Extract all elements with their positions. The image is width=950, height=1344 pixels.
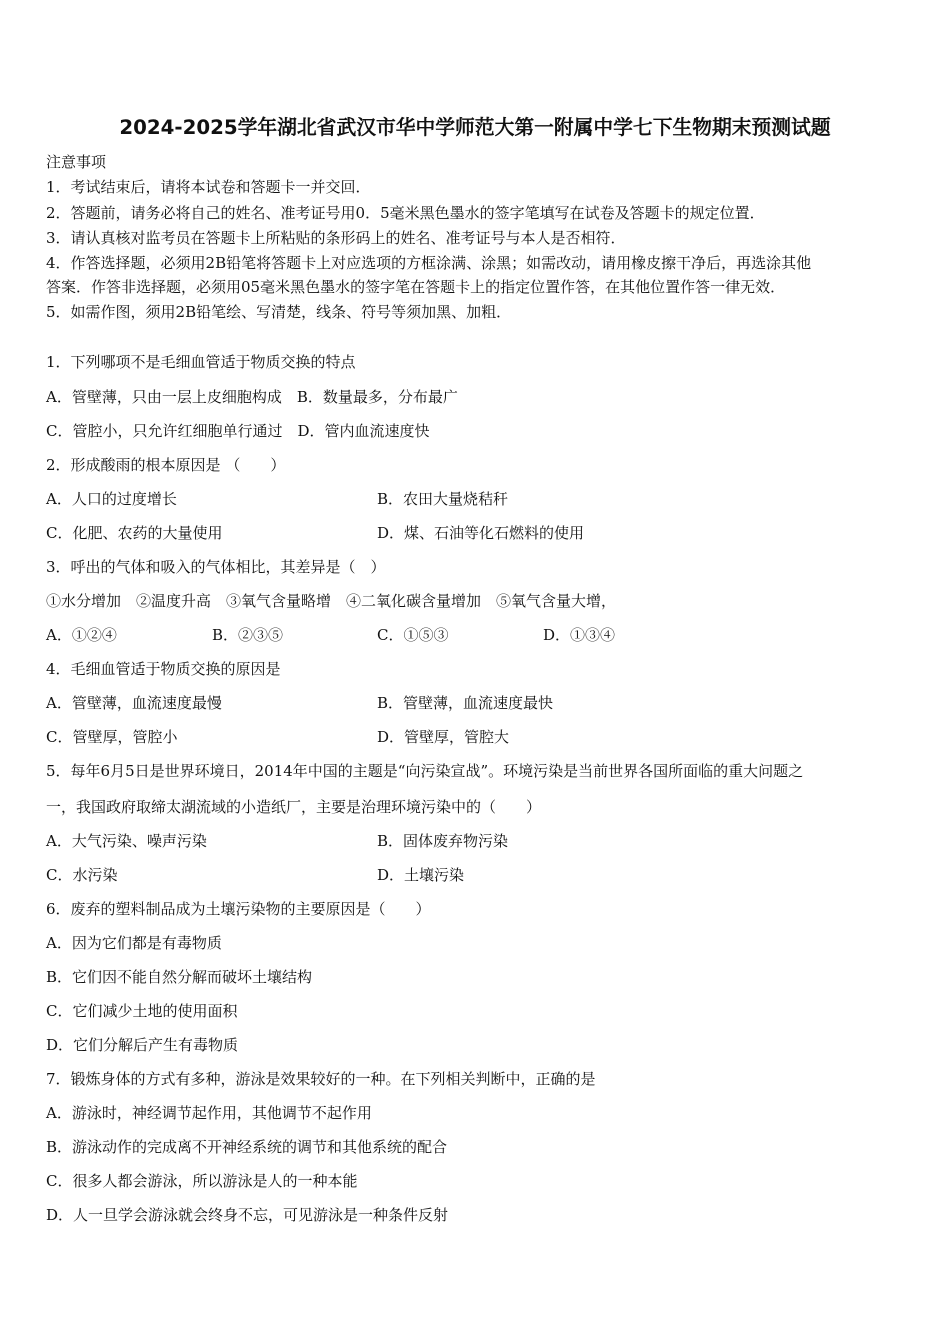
question-option: B．游泳动作的完成离不开神经系统的调节和其他系统的配合 (46, 1138, 448, 1156)
notice-item: 2．答题前，请务必将自己的姓名、准考证号用0．5毫米黑色墨水的签字笔填写在试卷及答题卡的规定位置． (46, 204, 765, 222)
question-option: B．它们因不能自然分解而破坏土壤结构 (46, 968, 313, 986)
question-option: A．管壁薄，只由一层上皮细胞构成 B．数量最多，分布最广 (46, 388, 458, 406)
question-stem: ①水分增加 ②温度升高 ③氧气含量略增 ④二氧化碳含量增加 ⑤氧气含量大增， (46, 592, 617, 610)
notice-item: 4．作答选择题，必须用2B铅笔将答题卡上对应选项的方框涂满、涂黑；如需改动，请用橡皮擦干净后，再选涂其他 (46, 254, 812, 272)
question-stem: 5．每年6月5日是世界环境日，2014年中国的主题是“向污染宣战”。环境污染是当前世界各国所面临的重大问题之 (46, 762, 804, 780)
question-option: D．煤、石油等化石燃料的使用 (377, 524, 585, 542)
question-option: C．它们减少土地的使用面积 (46, 1002, 238, 1020)
question-option: D．①③④ (543, 626, 616, 644)
question-option: A．因为它们都是有毒物质 (46, 934, 222, 952)
question-option: B．②③⑤ (212, 626, 284, 644)
question-option: A．①②④ (46, 626, 117, 644)
notice-item: 1．考试结束后，请将本试卷和答题卡一并交回． (46, 178, 371, 196)
question-option: B．管壁薄，血流速度最快 (377, 694, 554, 712)
question-stem: 2．形成酸雨的根本原因是 （ ） (46, 456, 286, 474)
question-option: C．①⑤③ (377, 626, 449, 644)
question-option: C．很多人都会游泳，所以游泳是人的一种本能 (46, 1172, 358, 1190)
question-option: A．大气污染、噪声污染 (46, 832, 207, 850)
question-option: D．人一旦学会游泳就会终身不忘，可见游泳是一种条件反射 (46, 1206, 449, 1224)
question-option: C．管壁厚，管腔小 (46, 728, 178, 746)
page-title: 2024-2025学年湖北省武汉市华中学师范大第一附属中学七下生物期末预测试题 (119, 116, 831, 139)
question-option: C．管腔小，只允许红细胞单行通过 D．管内血流速度快 (46, 422, 430, 440)
question-option: A．人口的过度增长 (46, 490, 177, 508)
question-stem: 3．呼出的气体和吸入的气体相比，其差异是（ ） (46, 558, 386, 576)
notice-item: 5．如需作图，须用2B铅笔绘、写清楚，线条、符号等须加黑、加粗． (46, 303, 512, 321)
question-option: B．固体废弃物污染 (377, 832, 509, 850)
question-stem: 6．废弃的塑料制品成为土壤污染物的主要原因是（ ） (46, 900, 431, 918)
question-option: C．水污染 (46, 866, 118, 884)
question-option: B．农田大量烧秸秆 (377, 490, 509, 508)
notice-item: 3．请认真核对监考员在答题卡上所粘贴的条形码上的姓名、准考证号与本人是否相符． (46, 229, 626, 247)
question-stem: 1．下列哪项不是毛细血管适于物质交换的特点 (46, 353, 356, 371)
question-option: D．它们分解后产生有毒物质 (46, 1036, 239, 1054)
question-option: A．管壁薄，血流速度最慢 (46, 694, 222, 712)
notice-heading: 注意事项 (46, 153, 107, 171)
question-stem: 7．锻炼身体的方式有多种，游泳是效果较好的一种。在下列相关判断中，正确的是 (46, 1070, 596, 1088)
notice-item: 答案．作答非选择题，必须用05毫米黑色墨水的签字笔在答题卡上的指定位置作答，在其他位置作答一律无效． (46, 278, 786, 296)
question-stem: 一，我国政府取缔太湖流域的小造纸厂，主要是治理环境污染中的（ ） (46, 798, 542, 816)
question-stem: 4．毛细血管适于物质交换的原因是 (46, 660, 281, 678)
question-option: A．游泳时，神经调节起作用，其他调节不起作用 (46, 1104, 372, 1122)
question-option: D．土壤污染 (377, 866, 465, 884)
question-option: C．化肥、农药的大量使用 (46, 524, 223, 542)
question-option: D．管壁厚，管腔大 (377, 728, 510, 746)
